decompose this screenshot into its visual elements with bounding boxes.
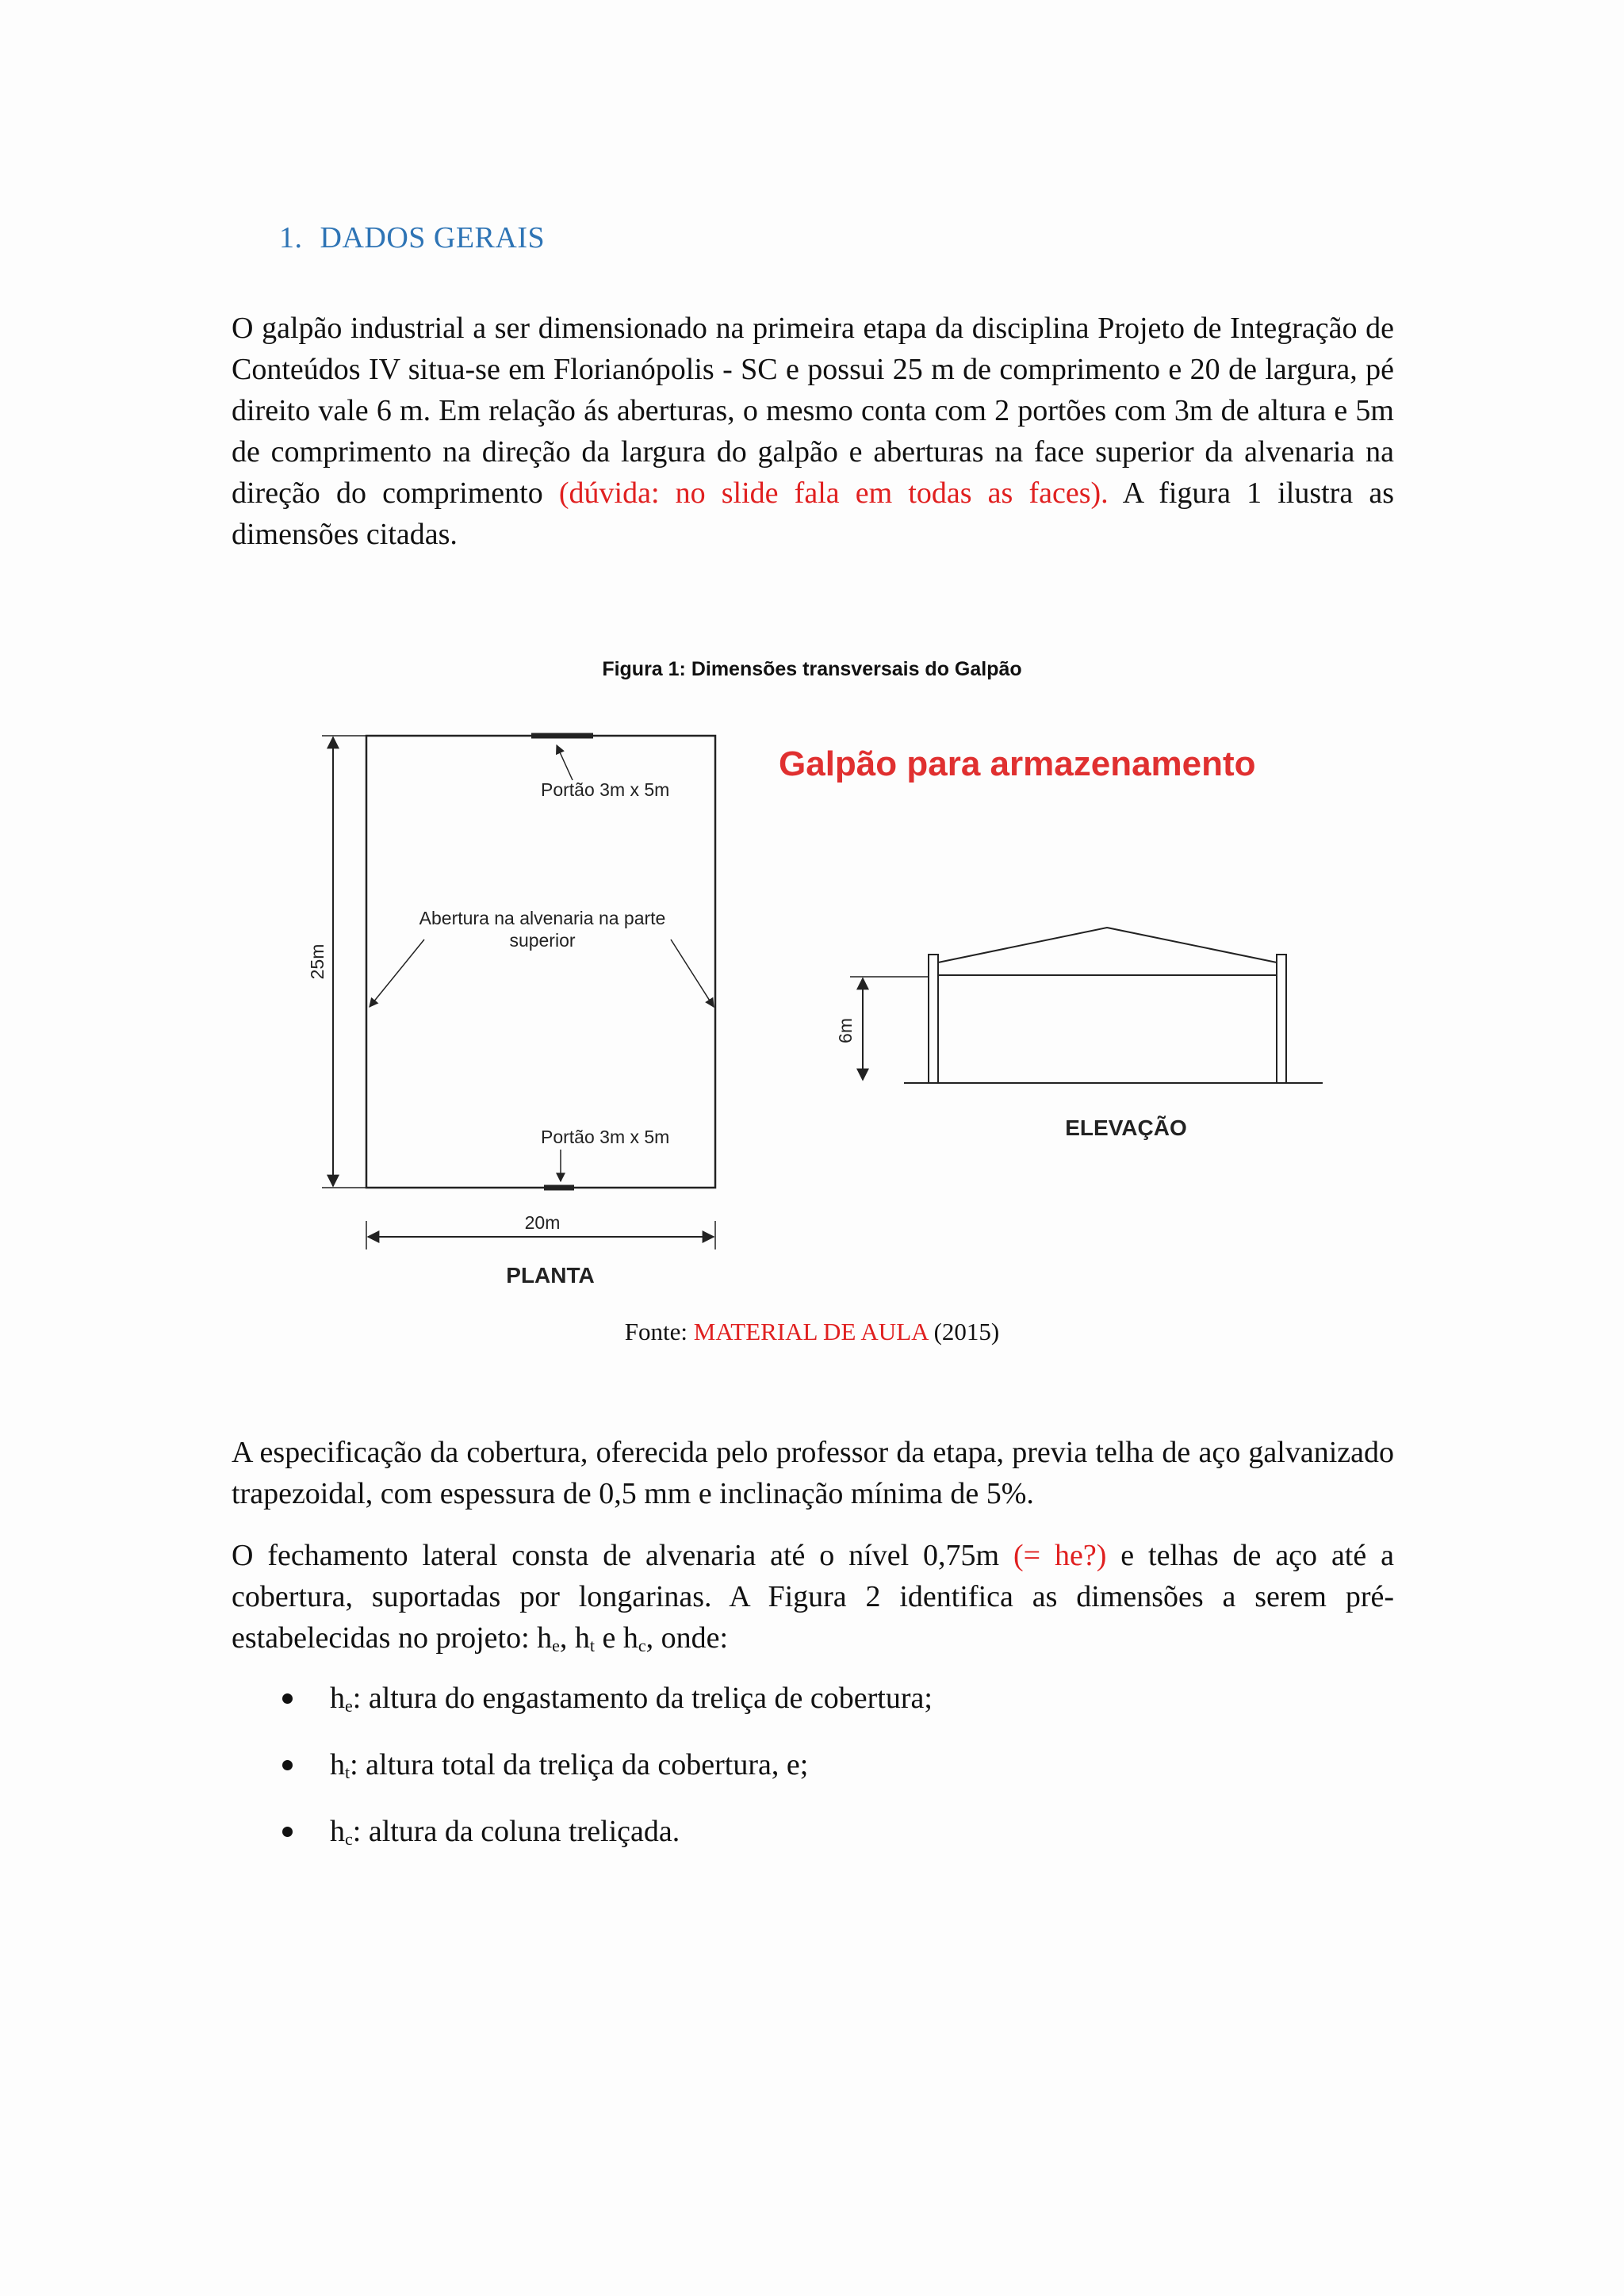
intro-note: (dúvida: no slide fala em todas as faces). xyxy=(558,476,1109,510)
source-label: Fonte: xyxy=(624,1318,694,1345)
closure-sub-e: e xyxy=(552,1636,560,1655)
right-column xyxy=(1277,955,1286,1083)
closure-text-4: e h xyxy=(595,1621,638,1655)
bullet-subscript: t xyxy=(345,1762,350,1782)
bullet-dot xyxy=(282,1760,293,1770)
closure-text-3: , h xyxy=(559,1621,590,1655)
gate-top-pointer xyxy=(557,745,573,780)
source-year: (2015) xyxy=(927,1318,1000,1345)
bullet-dot xyxy=(282,1693,293,1704)
intro-text: O galpão industrial a ser dimensionado na primeira etapa da disciplina Projeto de Integração de Conteúdos IV situa-se em Florianópolis - SC e possui 25 m de comprimento e 20 de largura, pé direito vale 6 m. Em relação ás aberturas, o mesmo conta com 2 portões com 3m de altura e 5m de comprimento na direção da largura do galpão e aberturas na face superior da alvenaria na direção do comprimento xyxy=(232,312,1394,510)
bullet-dot xyxy=(282,1827,293,1837)
roof-line xyxy=(938,928,1277,962)
left-column xyxy=(929,955,938,1083)
opening-left-pointer xyxy=(370,939,424,1007)
section-number: 1. xyxy=(279,221,303,254)
closure-text-2: e telhas de aço até a cobertura, suportadas por longarinas. A Figura 2 identifica as dimensões a serem pré-estabelecidas no projeto: h xyxy=(232,1539,1394,1655)
closure-text-5: , onde: xyxy=(645,1621,729,1655)
opening-right-pointer xyxy=(671,939,714,1007)
elevation-view xyxy=(850,928,1323,1083)
bullet-subscript: c xyxy=(345,1829,353,1849)
source-highlight: MATERIAL DE AULA xyxy=(693,1318,928,1345)
section-heading xyxy=(279,220,545,255)
plan-height-label: 25m xyxy=(307,943,327,980)
elevation-label: ELEVAÇÃO xyxy=(1065,1115,1187,1140)
figure-1 xyxy=(285,714,1348,1316)
elevation-height-label: 6m xyxy=(835,1018,856,1043)
plan-width-label: 20m xyxy=(524,1212,561,1233)
plan-gate-top-label: Portão 3m x 5m xyxy=(541,779,670,800)
bullet-text: : altura da coluna treliçada. xyxy=(352,1815,680,1848)
roof-spec-paragraph: A especificação da cobertura, oferecida pelo professor da etapa, previa telha de aço galvanizado trapezoidal, com espessura de 0,5 mm e inclinação mínima de 5%. xyxy=(232,1436,1394,1510)
closure-text-1: O fechamento lateral consta de alvenaria até o nível 0,75m xyxy=(232,1539,1014,1572)
plan-gate-bottom-label: Portão 3m x 5m xyxy=(541,1127,670,1147)
plan-opening-label-2: superior xyxy=(509,930,576,951)
intro-paragraph xyxy=(232,308,1394,555)
figure-source xyxy=(0,1318,1624,1346)
closure-paragraph xyxy=(232,1535,1394,1659)
figure-drawing xyxy=(285,714,1348,1316)
elevation-title: Galpão para armazenamento xyxy=(779,744,1256,783)
plan-opening-label-1: Abertura na alvenaria na parte xyxy=(419,908,666,928)
bullet-text: : altura total da treliça da cobertura, e; xyxy=(350,1748,809,1781)
closure-sub-t: t xyxy=(589,1636,596,1655)
bullet-text: : altura do engastamento da treliça de cobertura; xyxy=(352,1682,933,1715)
bullet-symbol: h xyxy=(330,1748,345,1781)
intro-tail: A figura 1 ilustra as dimensões citadas. xyxy=(232,476,1394,551)
plan-outline xyxy=(366,736,715,1188)
plan-title: PLANTA xyxy=(506,1263,595,1288)
plan-view xyxy=(322,736,715,1249)
figure-caption: Figura 1: Dimensões transversais do Galpão xyxy=(602,658,1022,680)
closure-note: (= he?) xyxy=(1013,1539,1107,1572)
section-title: DADOS GERAIS xyxy=(320,221,546,254)
closure-sub-c: c xyxy=(638,1636,646,1655)
bullet-symbol: h xyxy=(330,1815,345,1848)
bullet-subscript: e xyxy=(345,1696,353,1716)
bullet-symbol: h xyxy=(330,1682,345,1715)
